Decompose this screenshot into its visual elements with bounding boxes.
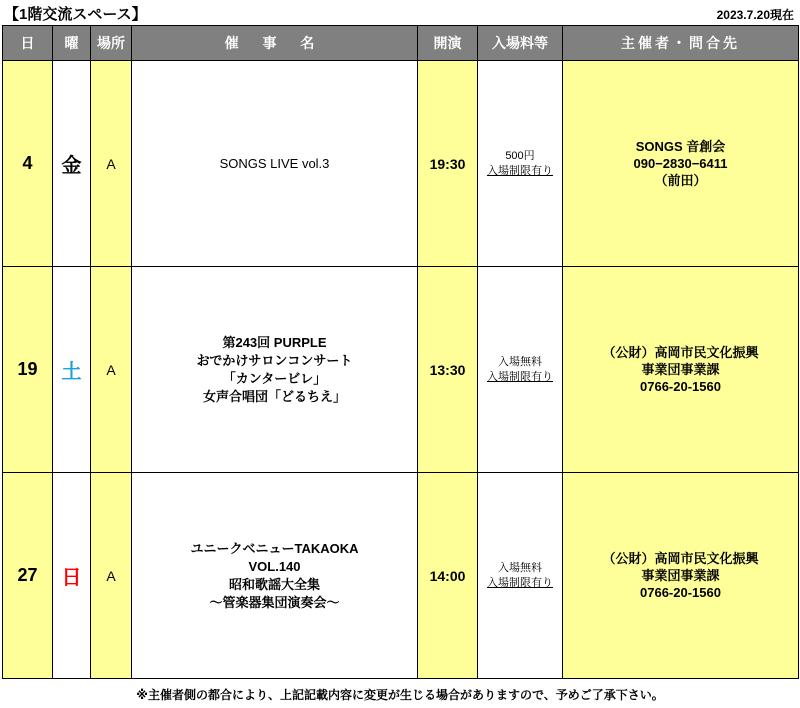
event-name-line: VOL.140: [248, 558, 301, 574]
header-row: [3, 26, 799, 61]
event-name-cell: [132, 61, 418, 267]
event-name-line: SONGS LIVE vol.3: [219, 155, 330, 171]
organizer-line: 事業団事業課: [641, 362, 720, 377]
organizer-line: SONGS 音創会: [635, 139, 726, 154]
place-cell: A: [91, 267, 132, 473]
event-name-line: おでかけサロンコンサート: [196, 352, 353, 368]
event-schedule-table: [2, 25, 799, 679]
organizer-cell: [563, 473, 799, 679]
day-cell: 19: [3, 267, 53, 473]
fee-note: 入場制限有り: [487, 164, 553, 177]
col-header-weekday: 曜: [53, 26, 91, 61]
event-name-cell: [132, 267, 418, 473]
event-name-line: ～管楽器集団演奏会～: [209, 594, 340, 610]
col-header-fee: 入場料等: [478, 26, 563, 61]
footnote: ※主催者側の都合により、上記記載内容に変更が生じる場合がありますので、予めご了承下さい。: [136, 688, 664, 702]
start-time-cell: 13:30: [418, 267, 478, 473]
organizer-line: （公財）高岡市民文化振興: [602, 551, 759, 566]
col-header-place: 場所: [91, 26, 132, 61]
organizer-line: 事業団事業課: [641, 568, 720, 583]
fee-price: 500円: [505, 149, 535, 162]
col-header-event: [132, 26, 418, 61]
fee-note: 入場制限有り: [487, 576, 553, 589]
organizer-line: 0766-20-1560: [640, 379, 721, 394]
col-header-start: 開演: [418, 26, 478, 61]
organizer-line: 0766-20-1560: [640, 585, 721, 600]
fee-note: 入場制限有り: [487, 370, 553, 383]
col-header-organizer: [563, 26, 799, 61]
table-row: [3, 473, 799, 679]
start-time-cell: 19:30: [418, 61, 478, 267]
day-cell: 4: [3, 61, 53, 267]
day-cell: 27: [3, 473, 53, 679]
organizer-line: （前田）: [654, 173, 707, 188]
place-cell: A: [91, 473, 132, 679]
organizer-line: 090−2830−6411: [633, 156, 728, 171]
fee-cell: [478, 267, 563, 473]
event-name-cell: [132, 473, 418, 679]
event-name-line: 昭和歌謡大全集: [228, 576, 320, 592]
fee-price: 入場無料: [498, 355, 542, 368]
event-name-line: 女声合唱団「どるちえ」: [202, 388, 346, 404]
fee-price: 入場無料: [498, 561, 542, 574]
table-row: [3, 61, 799, 267]
weekday-cell: 金: [53, 61, 91, 267]
table-row: [3, 267, 799, 473]
col-header-event-label: 催 事 名: [224, 35, 325, 51]
start-time-cell: 14:00: [418, 473, 478, 679]
weekday-cell: 日: [53, 473, 91, 679]
organizer-line: （公財）高岡市民文化振興: [602, 345, 759, 360]
event-name-line: ユニークベニューTAKAOKA: [190, 540, 359, 556]
fee-cell: [478, 473, 563, 679]
col-header-day: 日: [3, 26, 53, 61]
organizer-cell: [563, 267, 799, 473]
organizer-cell: [563, 61, 799, 267]
event-name-line: 「カンタービレ」: [222, 370, 327, 386]
event-name-line: 第243回 PURPLE: [222, 334, 327, 350]
as-of-date: 2023.7.20現在: [716, 8, 794, 22]
page-title: 【1階交流スペース】: [4, 6, 147, 23]
place-cell: A: [91, 61, 132, 267]
fee-cell: [478, 61, 563, 267]
weekday-cell: 土: [53, 267, 91, 473]
col-header-organizer-label: 主催者・問合先: [621, 35, 740, 51]
